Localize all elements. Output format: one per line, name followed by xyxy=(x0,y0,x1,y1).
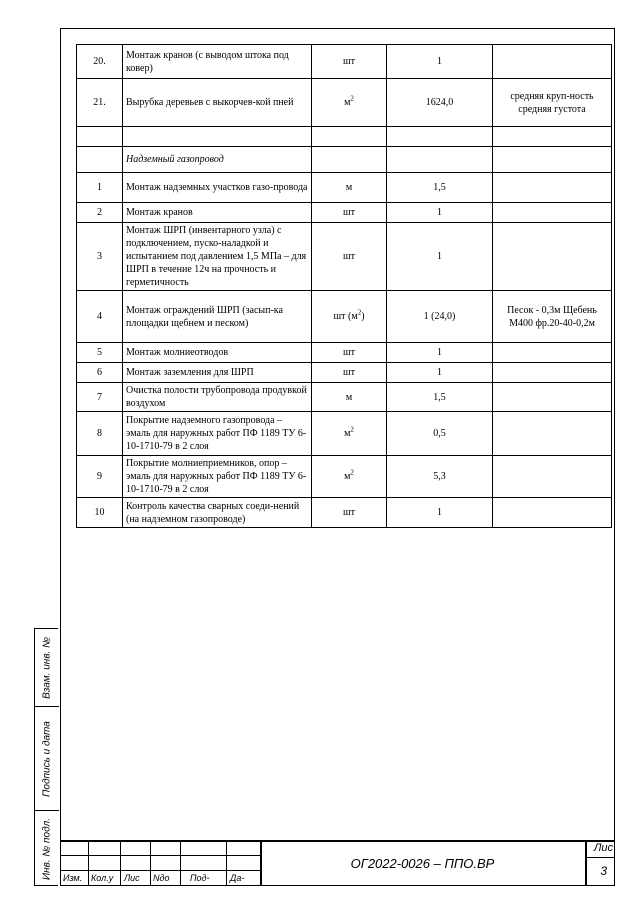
row-number: 1 xyxy=(77,173,123,203)
quantity: 1 xyxy=(387,203,493,223)
table-row xyxy=(77,79,612,127)
note xyxy=(493,498,612,528)
unit-exponent: 2 xyxy=(350,425,354,434)
tb-kol-label: Кол.у xyxy=(91,873,114,883)
note xyxy=(493,45,612,79)
quantity: 1 xyxy=(387,45,493,79)
note xyxy=(493,127,612,147)
unit-text: шт xyxy=(342,507,356,518)
unit-cell xyxy=(312,223,387,291)
row-number: 7 xyxy=(77,383,123,412)
row-number: 10 xyxy=(77,498,123,528)
row-number: 3 xyxy=(77,223,123,291)
row-number: 5 xyxy=(77,343,123,363)
work-name: Монтаж ограждений ШРП (засып-ка площадки щебнем и песком) xyxy=(123,291,312,343)
work-name: Монтаж ШРП (инвентарного узла) с подключением, пуско-наладкой и испытанием под давлением 1,5 МПа – для ШРП в течение 12ч на прочность и герметичность xyxy=(123,223,312,291)
row-number: 2 xyxy=(77,203,123,223)
unit-cell xyxy=(312,173,387,203)
work-name: Монтаж заземления для ШРП xyxy=(123,363,312,383)
unit-cell xyxy=(312,343,387,363)
unit-exponent: 2 xyxy=(350,468,354,477)
row-number: 8 xyxy=(77,412,123,456)
row-number: 9 xyxy=(77,456,123,498)
unit-text: шт xyxy=(342,347,356,358)
unit-text: шт xyxy=(342,251,356,262)
work-name: Вырубка деревьев с выкорчев-кой пней xyxy=(123,79,312,127)
tb-izm-label: Изм. xyxy=(63,873,83,883)
work-name: Покрытие надземного газопровода – эмаль для наружных работ ПФ 1189 ТУ 6-10-1710-79 в 2 слоя xyxy=(123,412,312,456)
work-name: Очистка полости трубопровода продувкой воздухом xyxy=(123,383,312,412)
quantity: 1624,0 xyxy=(387,79,493,127)
quantity: 5,3 xyxy=(387,456,493,498)
unit-text: шт xyxy=(342,367,356,378)
unit-text: шт xyxy=(342,56,356,67)
unit-text: м xyxy=(344,97,351,108)
quantity: 1 xyxy=(387,498,493,528)
unit-cell xyxy=(312,79,387,127)
unit-text: м xyxy=(344,471,351,482)
unit-cell xyxy=(312,498,387,528)
work-name: Монтаж кранов (с выводом штока под ковер) xyxy=(123,45,312,79)
quantity: 1,5 xyxy=(387,173,493,203)
unit-tail: ) xyxy=(361,311,365,322)
unit-exponent: 2 xyxy=(350,94,354,103)
unit-cell xyxy=(312,147,387,173)
title-block xyxy=(60,840,615,886)
unit-text: м xyxy=(345,182,353,193)
note xyxy=(493,147,612,173)
table-row xyxy=(77,412,612,456)
table-row xyxy=(77,127,612,147)
note xyxy=(493,173,612,203)
table-row xyxy=(77,456,612,498)
table-row xyxy=(77,498,612,528)
table-row xyxy=(77,173,612,203)
unit-cell xyxy=(312,456,387,498)
table-row xyxy=(77,203,612,223)
unit-cell xyxy=(312,45,387,79)
quantity xyxy=(387,127,493,147)
tb-list-label: Лис xyxy=(124,873,140,883)
note xyxy=(493,383,612,412)
binding-inv-podl xyxy=(35,811,59,887)
sheet-label: Лис xyxy=(593,842,613,854)
note: средняя круп-ность средняя густота xyxy=(493,79,612,127)
tb-data-label: Да- xyxy=(230,873,245,883)
work-name: Монтаж кранов xyxy=(123,203,312,223)
binding-sign-date xyxy=(35,707,59,811)
binding-inv-zam xyxy=(35,629,59,707)
table-row xyxy=(77,383,612,412)
note xyxy=(493,363,612,383)
row-number: 20. xyxy=(77,45,123,79)
row-number xyxy=(77,147,123,173)
unit-cell xyxy=(312,291,387,343)
quantity: 1 xyxy=(387,343,493,363)
row-number: 6 xyxy=(77,363,123,383)
quantity: 1 xyxy=(387,223,493,291)
table-row xyxy=(77,291,612,343)
binding-sign-date-label: Подпись и дата xyxy=(41,720,53,797)
quantity: 1 xyxy=(387,363,493,383)
unit-cell xyxy=(312,383,387,412)
row-number: 21. xyxy=(77,79,123,127)
quantity xyxy=(387,147,493,173)
table-row xyxy=(77,223,612,291)
sheet-number: 3 xyxy=(600,864,607,878)
unit-cell xyxy=(312,203,387,223)
document-code: ОГ2022-0026 – ППО.ВР xyxy=(350,855,495,871)
work-name xyxy=(123,127,312,147)
unit-cell xyxy=(312,412,387,456)
row-number: 4 xyxy=(77,291,123,343)
work-name: Надземный газопровод xyxy=(123,147,312,173)
note xyxy=(493,412,612,456)
unit-text: м xyxy=(344,428,351,439)
quantity: 0,5 xyxy=(387,412,493,456)
note xyxy=(493,456,612,498)
row-number xyxy=(77,127,123,147)
work-name: Контроль качества сварных соеди-нений (на надземном газопроводе) xyxy=(123,498,312,528)
note: Песок - 0,3м Щебень М400 фр.20-40-0,2м xyxy=(493,291,612,343)
tb-podp-label: Под- xyxy=(190,873,210,883)
binding-inv-zam-label: Взам. инв. № xyxy=(41,636,53,699)
unit-text: шт (м xyxy=(333,311,358,322)
table-row xyxy=(77,45,612,79)
work-name: Монтаж молниеотводов xyxy=(123,343,312,363)
binding-inv-podl-label: Инв. № подл. xyxy=(41,817,53,881)
unit-cell xyxy=(312,363,387,383)
works-table xyxy=(76,44,612,528)
work-name: Покрытие молниеприемников, опор – эмаль для наружных работ ПФ 1189 ТУ 6-10-1710-79 в 2 слоя xyxy=(123,456,312,498)
unit-exponent: 2 xyxy=(357,308,362,317)
work-name: Монтаж надземных участков газо-провода xyxy=(123,173,312,203)
unit-cell xyxy=(312,127,387,147)
binding-strip xyxy=(34,628,58,886)
unit-text: шт xyxy=(342,207,356,218)
quantity: 1 (24,0) xyxy=(387,291,493,343)
quantity: 1,5 xyxy=(387,383,493,412)
tb-ndoc-label: Nдо xyxy=(153,873,170,883)
note xyxy=(493,203,612,223)
table-row xyxy=(77,147,612,173)
note xyxy=(493,223,612,291)
table-row xyxy=(77,343,612,363)
note xyxy=(493,343,612,363)
table-row xyxy=(77,363,612,383)
unit-text: м xyxy=(345,391,353,403)
